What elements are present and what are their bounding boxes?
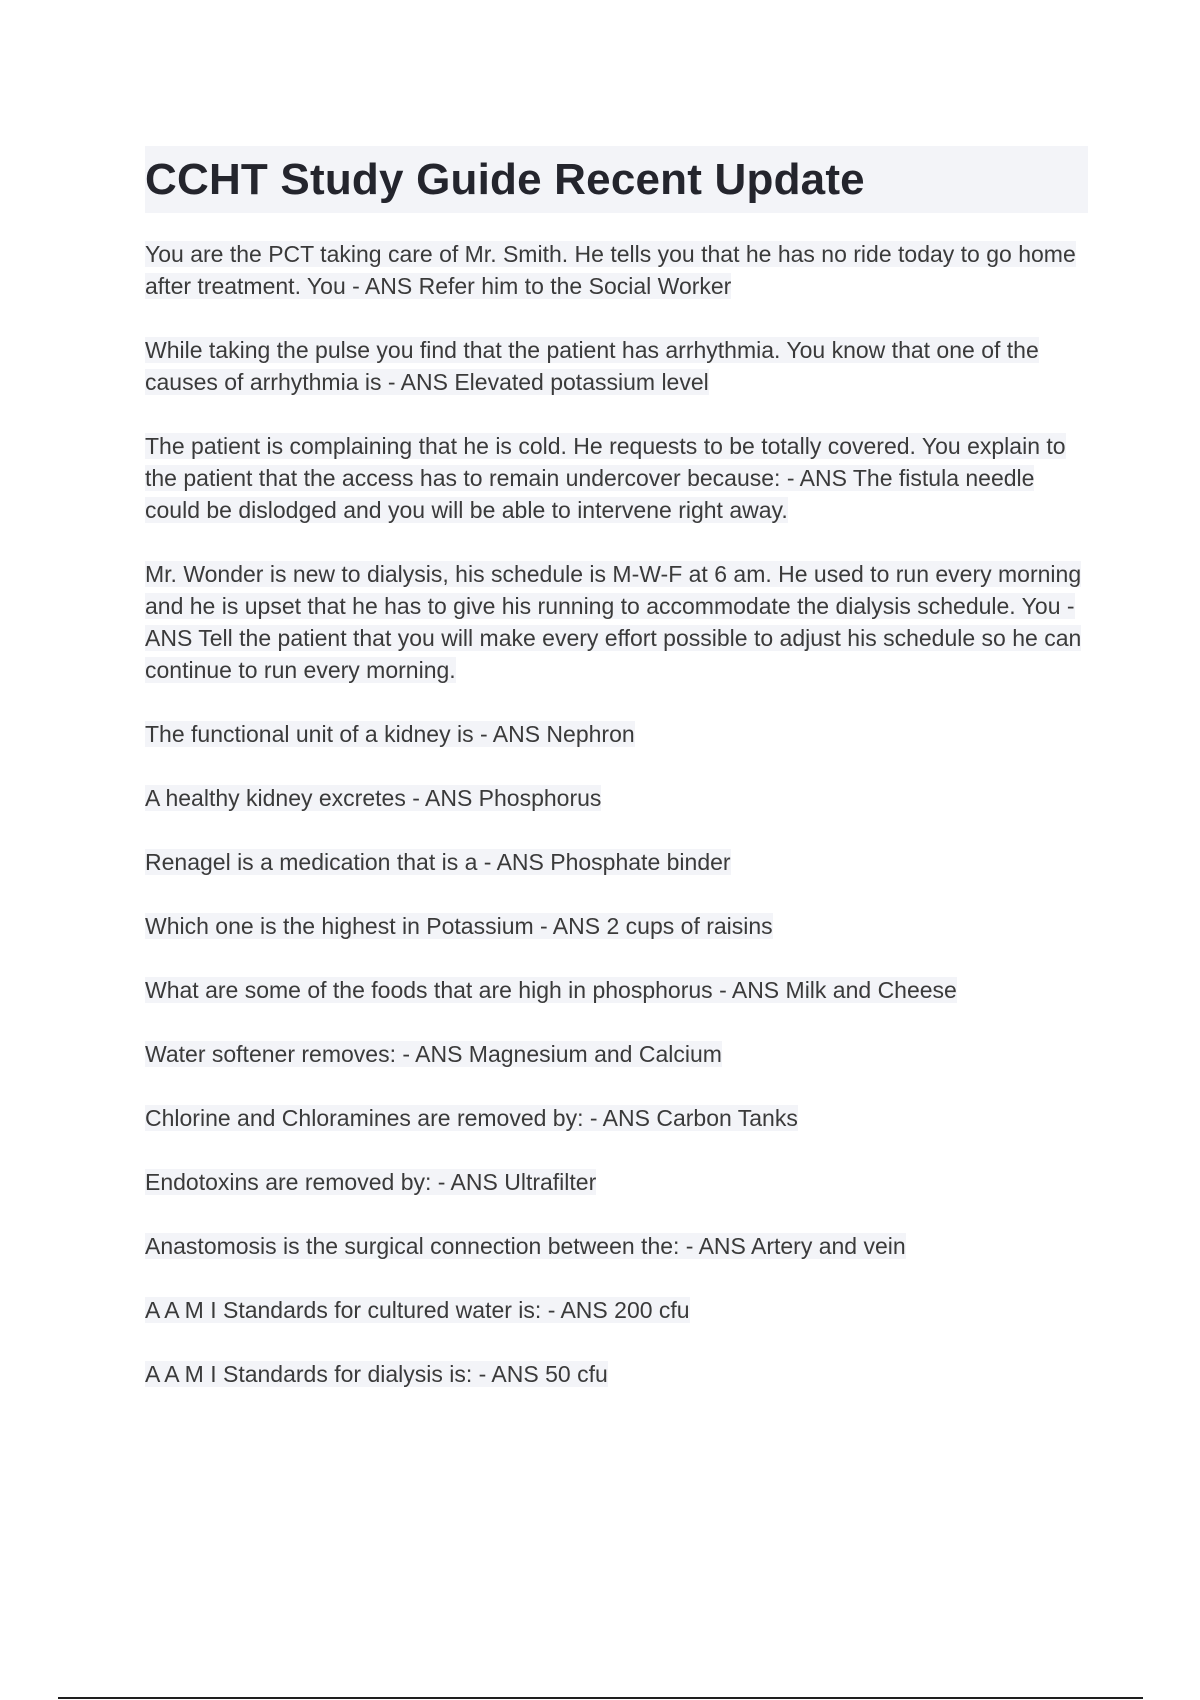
qa-item [145, 846, 1095, 878]
qa-item [145, 1166, 1095, 1198]
qa-text: Renagel is a medication that is a - ANS Phosphate binder [145, 849, 731, 875]
qa-text: While taking the pulse you find that the patient has arrhythmia. You know that one of the causes of arrhythmia is - ANS Elevated potassium level [145, 337, 1039, 395]
qa-text: The patient is complaining that he is cold. He requests to be totally covered. You explain to the patient that the access has to remain undercover because: - ANS The fistula needle could be dislodged and you will be able to intervene right away. [145, 433, 1066, 523]
qa-text: The functional unit of a kidney is - ANS Nephron [145, 721, 635, 747]
title-banner [145, 146, 1088, 213]
qa-text: What are some of the foods that are high in phosphorus - ANS Milk and Cheese [145, 977, 957, 1003]
qa-item [145, 974, 1095, 1006]
qa-item [145, 1038, 1095, 1070]
qa-item [145, 558, 1095, 686]
qa-item [145, 1102, 1095, 1134]
qa-text: A A M I Standards for cultured water is: - ANS 200 cfu [145, 1297, 690, 1323]
qa-text: A healthy kidney excretes - ANS Phosphorus [145, 785, 602, 811]
qa-item [145, 238, 1095, 302]
qa-list [145, 238, 1095, 1422]
qa-text: You are the PCT taking care of Mr. Smith. He tells you that he has no ride today to go home after treatment. You - ANS Refer him to the Social Worker [145, 241, 1076, 299]
qa-item [145, 430, 1095, 526]
page-title: CCHT Study Guide Recent Update [145, 154, 865, 204]
qa-text: Anastomosis is the surgical connection between the: - ANS Artery and vein [145, 1233, 906, 1259]
qa-item [145, 1294, 1095, 1326]
qa-item [145, 782, 1095, 814]
qa-item [145, 910, 1095, 942]
qa-text: Mr. Wonder is new to dialysis, his schedule is M-W-F at 6 am. He used to run every morning and he is upset that he has to give his running to accommodate the dialysis schedule. You - ANS Tell the patient that you will make every effort possible to adjust his schedule so he can continue to run every morning. [145, 561, 1082, 683]
qa-text: Endotoxins are removed by: - ANS Ultrafilter [145, 1169, 597, 1195]
qa-text: Chlorine and Chloramines are removed by: - ANS Carbon Tanks [145, 1105, 798, 1131]
qa-text: Water softener removes: - ANS Magnesium and Calcium [145, 1041, 722, 1067]
qa-item [145, 334, 1095, 398]
qa-text: A A M I Standards for dialysis is: - ANS 50 cfu [145, 1361, 608, 1387]
qa-item [145, 1358, 1095, 1390]
qa-item [145, 1230, 1095, 1262]
qa-text: Which one is the highest in Potassium - ANS 2 cups of raisins [145, 913, 773, 939]
qa-item [145, 718, 1095, 750]
footer-divider [58, 1697, 1143, 1699]
